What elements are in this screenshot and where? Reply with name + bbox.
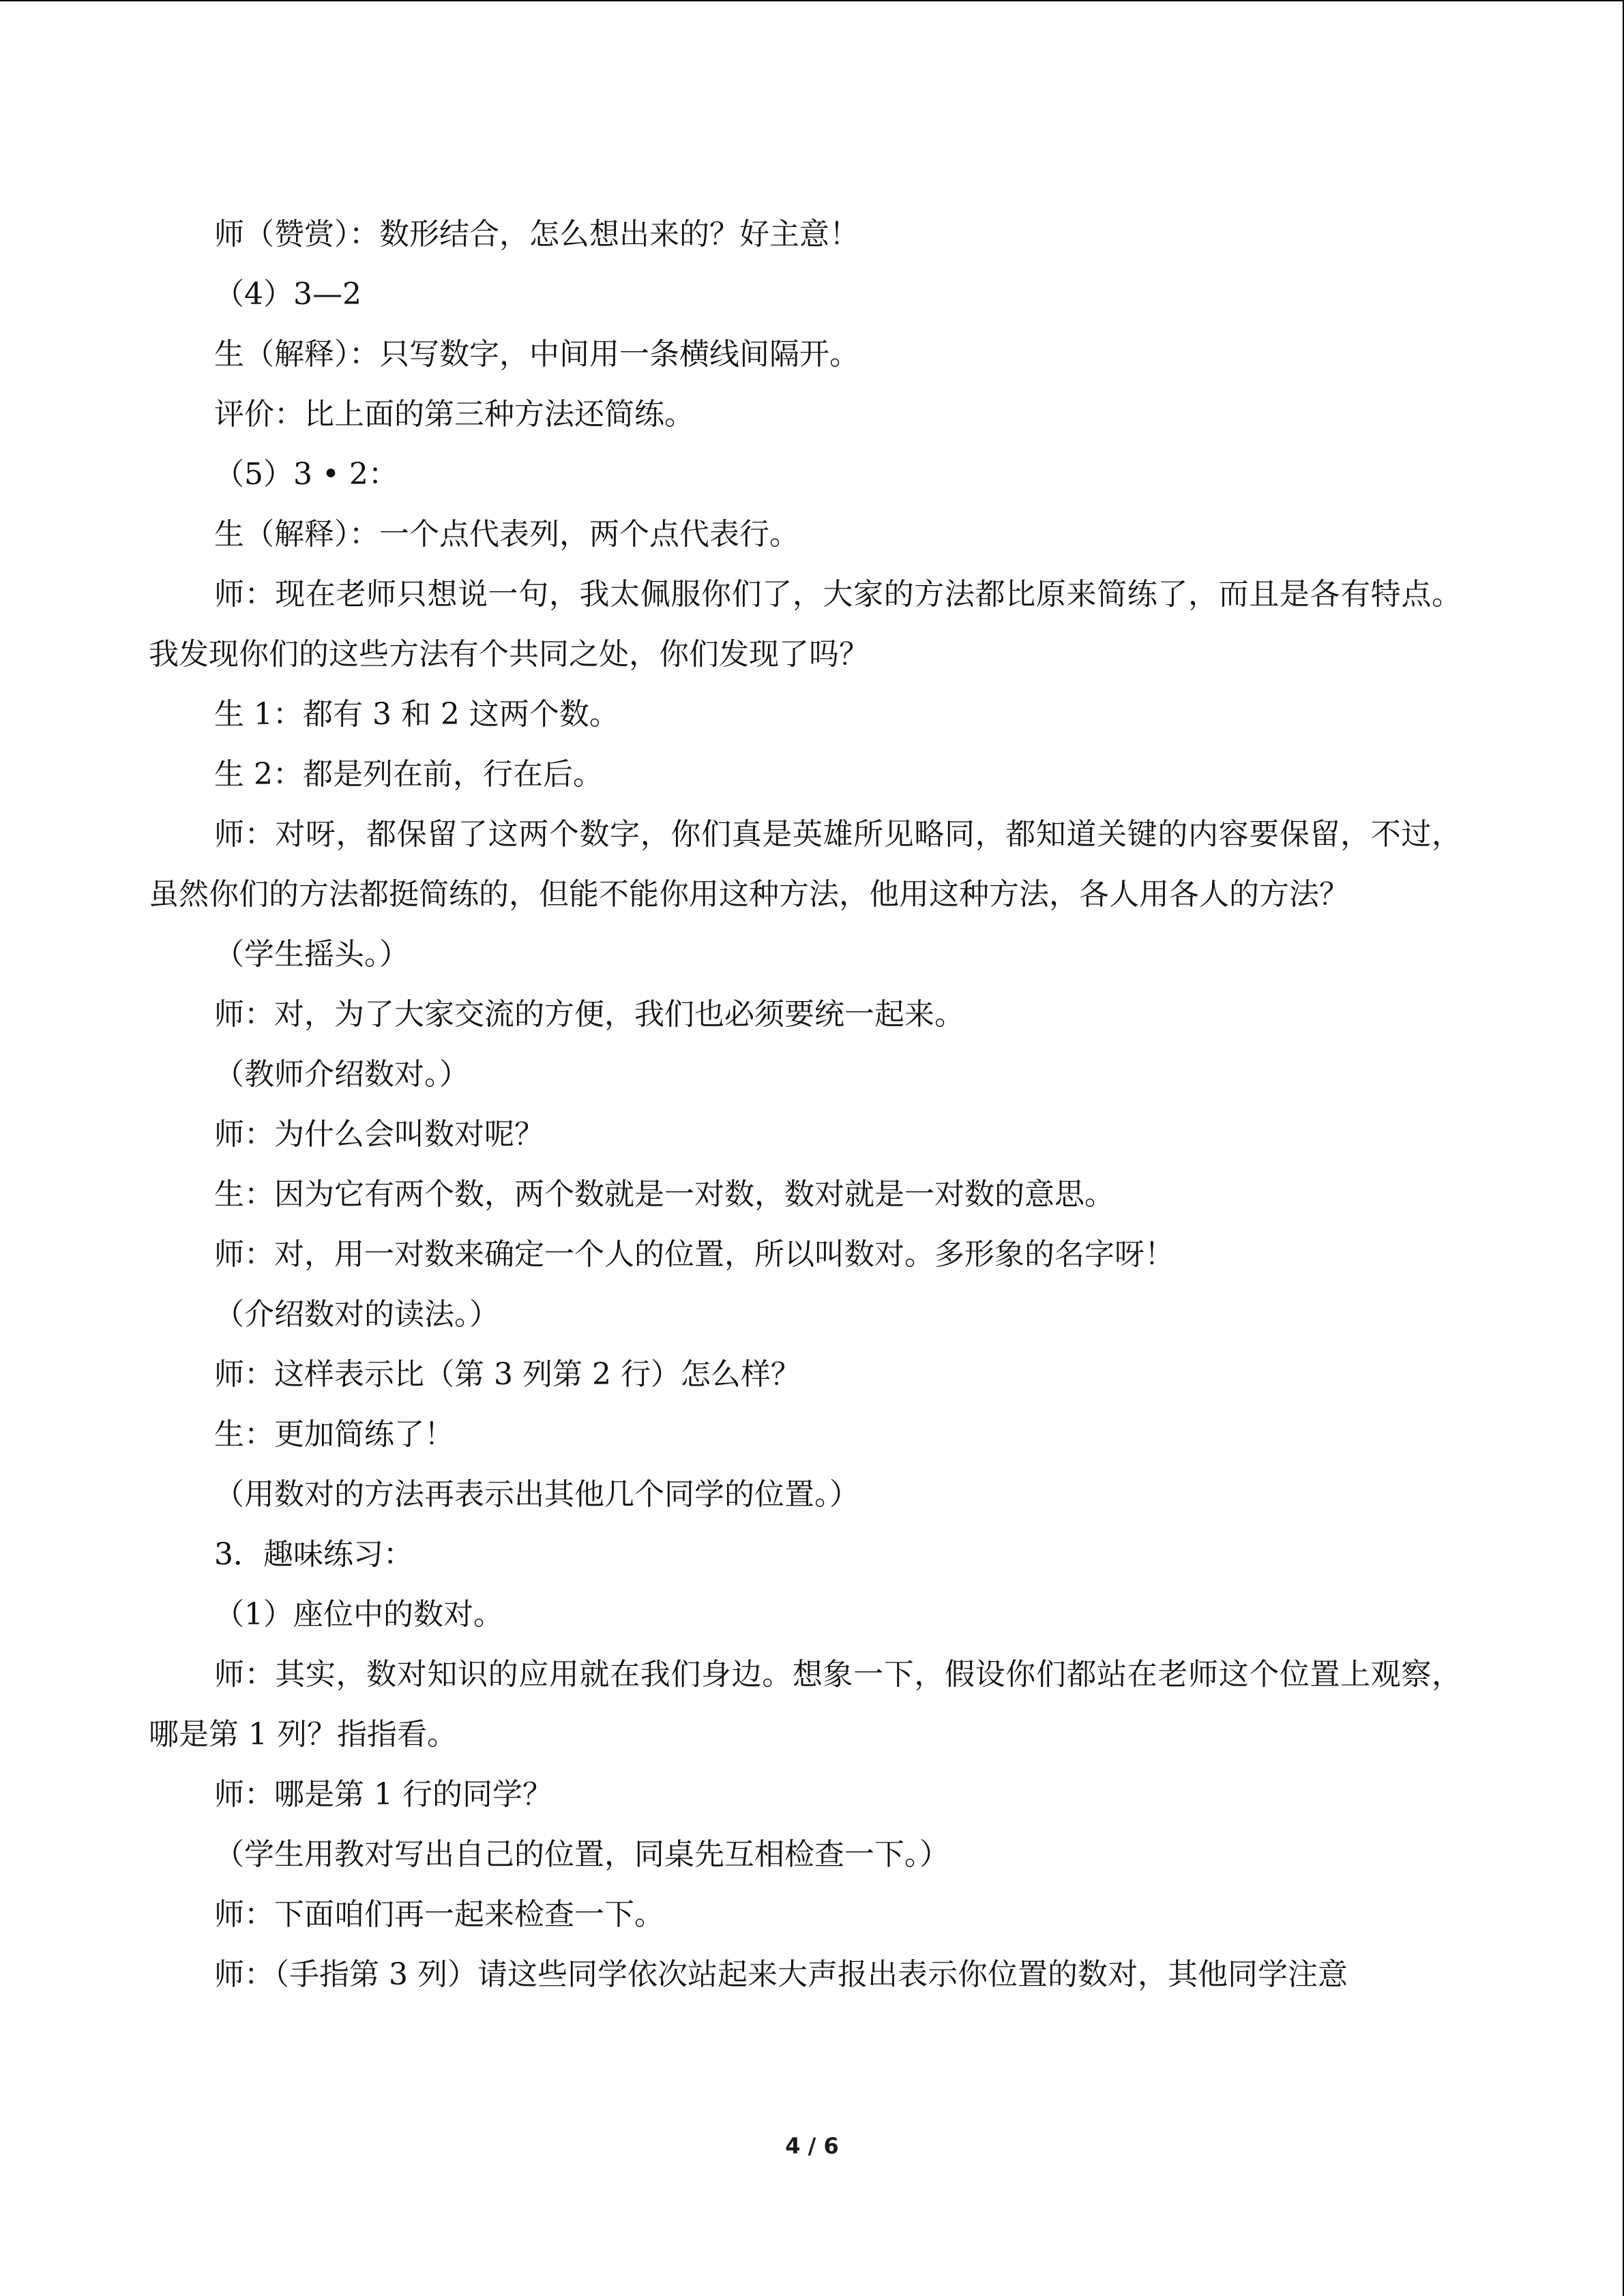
paragraph: 师：为什么会叫数对呢？ <box>214 1117 544 1152</box>
paragraph: 师：这样表示比（第 3 列第 2 行）怎么样？ <box>214 1357 801 1392</box>
paragraph: （学生摇头。） <box>214 937 409 972</box>
paragraph: （5）3 • 2： <box>214 457 398 492</box>
paragraph: 生：更加简练了！ <box>214 1417 454 1452</box>
page-number: 4 / 6 <box>785 2133 839 2159</box>
page-border-top <box>0 0 1624 1</box>
paragraph: （介绍数对的读法。） <box>214 1297 499 1332</box>
paragraph: 师：（手指第 3 列）请这些同学依次站起来大声报出表示你位置的数对，其他同学注意 <box>214 1957 1348 1992</box>
paragraph: 评价：比上面的第三种方法还简练。 <box>214 397 694 432</box>
paragraph: （学生用教对写出自己的位置，同桌先互相检查一下。） <box>214 1837 949 1872</box>
paragraph: 生 1：都有 3 和 2 这两个数。 <box>214 697 619 732</box>
paragraph: 师：对呀，都保留了这两个数字，你们真是英雄所见略同，都知道关键的内容要保留，不过，虽然你们的方法都挺简练的，但能不能你用这种方法，他用这种方法，各人用各人的方法？ <box>149 817 1462 912</box>
document-body <box>149 205 1462 2005</box>
paragraph: 师：现在老师只想说一句，我太佩服你们了，大家的方法都比原来简练了，而且是各有特点。我发现你们的这些方法有个共同之处，你们发现了吗？ <box>149 577 1462 672</box>
paragraph: 师：对，为了大家交流的方便，我们也必须要统一起来。 <box>214 997 964 1032</box>
paragraph: （教师介绍数对。） <box>214 1057 469 1092</box>
paragraph: 生（解释）：一个点代表列，两个点代表行。 <box>214 517 799 552</box>
paragraph: （1）座位中的数对。 <box>214 1597 503 1632</box>
paragraph: 师：其实，数对知识的应用就在我们身边。想象一下，假设你们都站在老师这个位置上观察，哪是第 1 列？指指看。 <box>149 1657 1462 1752</box>
paragraph: 3．趣味练习： <box>214 1537 413 1572</box>
paragraph: （4）3—2 <box>214 277 361 312</box>
paragraph: 生（解释）：只写数字，中间用一条横线间隔开。 <box>214 337 859 372</box>
paragraph: 生 2：都是列在前，行在后。 <box>214 757 603 792</box>
paragraph: 师：下面咱们再一起来检查一下。 <box>214 1897 664 1932</box>
paragraph: 生：因为它有两个数，两个数就是一对数，数对就是一对数的意思。 <box>214 1177 1114 1212</box>
paragraph: 师：对，用一对数来确定一个人的位置，所以叫数对。多形象的名字呀！ <box>214 1237 1175 1272</box>
paragraph: 师（赞赏）：数形结合，怎么想出来的？好主意！ <box>214 217 859 252</box>
paragraph: 师：哪是第 1 行的同学？ <box>214 1777 552 1812</box>
paragraph: （用数对的方法再表示出其他几个同学的位置。） <box>214 1477 859 1512</box>
